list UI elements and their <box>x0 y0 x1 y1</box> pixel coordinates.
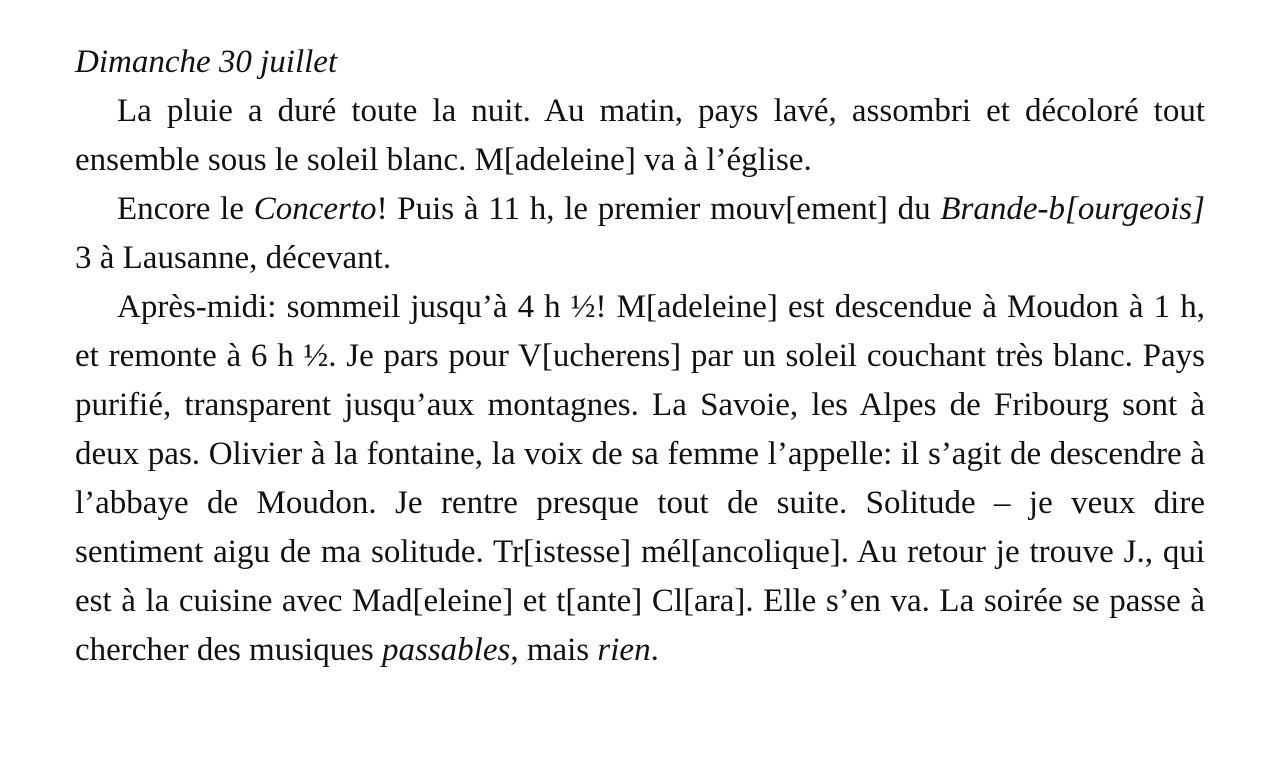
paragraph-3-segment-1: Après-midi: sommeil jusqu’à 4 h ½! M[adeleine] est descendue à Moudon à 1 h, et remonte à 6 h ½. Je pars pour V[ucherens] par un soleil couchant très blanc. Pays purifié, transparent jusqu’aux montagnes. La Savoie, les Alpes de Fribourg sont à deux pas. Olivier à la fontaine, la voix de sa femme l’appelle: il s’agit de descendre à l’abbaye de Moudon. Je rentre presque tout de suite. Solitude – je veux dire sentiment aigu de ma solitude. Tr[istesse] mél[ancolique]. Au retour je trouve J., qui est à la cuisine avec Mad[eleine] et t[ante] Cl[ara]. Elle s’en va. La soirée se passe à chercher des musiques <box>75 289 1205 668</box>
paragraph-3-passables: passables <box>381 632 511 668</box>
paragraph-3-rien: rien <box>597 632 651 668</box>
paragraph-1 <box>75 87 1205 185</box>
paragraph-2-segment-5: 3 à Lausanne, décevant. <box>75 240 392 276</box>
paragraph-2-segment-3: ! Puis à 11 h, le premier mouv[ement] du <box>376 191 941 227</box>
entry-date: Dimanche 30 juillet <box>75 44 338 80</box>
paragraph-1-segment-1: La pluie a duré toute la nuit. Au matin, pays lavé, assombri et décoloré tout ensemble sous le soleil blanc. M[adeleine] va à l’église. <box>75 93 1205 178</box>
paragraph-2 <box>75 185 1205 283</box>
paragraph-3-segment-3: , mais <box>510 632 598 668</box>
diary-page <box>75 38 1205 675</box>
paragraph-2-concerto-title: Concerto <box>253 191 377 227</box>
paragraph-2-segment-1: Encore le <box>117 191 254 227</box>
paragraph-3-segment-5: . <box>650 632 659 668</box>
paragraph-3 <box>75 283 1205 675</box>
paragraph-2-brandebourgeois-title: Brande-b[ourgeois] <box>940 191 1205 227</box>
